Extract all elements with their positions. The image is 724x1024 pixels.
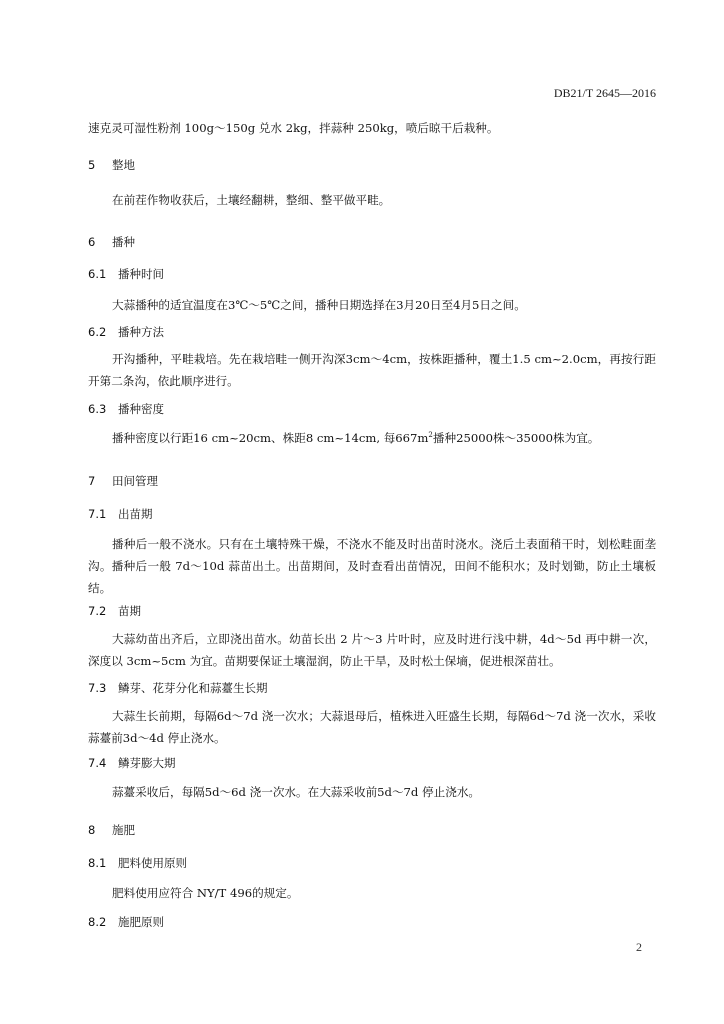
subsection-number: 7.4 [88, 756, 107, 770]
subsection-6-3-body [88, 427, 656, 449]
subsection-6-2-heading [88, 324, 656, 340]
section-number: 7 [88, 474, 96, 488]
section-6-heading [88, 234, 656, 250]
subsection-7-1-heading [88, 506, 656, 522]
subsection-number: 7.3 [88, 681, 107, 695]
subsection-title: 播种时间 [118, 267, 164, 281]
paragraph [88, 427, 656, 449]
subsection-title: 苗期 [118, 604, 141, 618]
section-title: 播种 [112, 235, 135, 249]
subsection-8-1-heading [88, 855, 656, 871]
subsection-number: 7.2 [88, 604, 107, 618]
subsection-number: 6.2 [88, 325, 107, 339]
section-number: 5 [88, 158, 96, 172]
subsection-6-1-body [88, 294, 656, 316]
subsection-7-2-body [88, 628, 656, 672]
density-text-part-1: 播种密度以行距16 cm~20cm、株距8 cm~14cm, 每667m [112, 431, 429, 445]
page-number: 2 [636, 940, 642, 954]
continued-paragraph-block [88, 117, 656, 139]
subsection-title: 肥料使用原则 [118, 856, 187, 870]
paragraph: 大蒜生长前期，每隔6d～7d 浇一次水；大蒜退母后，植株进入旺盛生长期，每隔6d～7d 浇一次水，采收蒜薹前3d～4d 停止浇水。 [88, 709, 656, 745]
density-text-part-2: 播种25000株～35000株为宜。 [432, 431, 600, 445]
paragraph: 开沟播种，平畦栽培。先在栽培畦一侧开沟深3cm～4cm，按株距播种，覆土1.5 cm~2.0cm，再按行距开第二条沟，依此顺序进行。 [88, 352, 656, 388]
paragraph: 播种后一般不浇水。只有在土壤特殊干燥，不浇水不能及时出苗时浇水。浇后土表面稍干时，划松畦面垄沟。播种后一般 7d～10d 蒜苗出土。出苗期间，及时查看出苗情况，田间不能积水；及时划锄，防止土壤板结。 [88, 537, 656, 595]
section-title: 施肥 [112, 823, 135, 837]
subsection-number: 8.2 [88, 915, 107, 929]
subsection-7-3-heading [88, 680, 656, 696]
section-number: 8 [88, 823, 96, 837]
subsection-6-3-heading [88, 401, 656, 417]
subsection-7-2-heading [88, 603, 656, 619]
subsection-7-4-body [88, 781, 656, 803]
subsection-number: 6.1 [88, 267, 107, 281]
section-title: 整地 [112, 158, 135, 172]
paragraph: 在前茬作物收获后，土壤经翻耕，整细、整平做平畦。 [112, 193, 391, 207]
section-5-heading [88, 157, 656, 173]
paragraph: 肥料使用应符合 NY/T 496的规定。 [112, 886, 299, 900]
superscript: 2 [428, 431, 433, 440]
section-7-heading [88, 473, 656, 489]
subsection-6-1-heading [88, 266, 656, 282]
section-title: 田间管理 [112, 474, 158, 488]
paragraph: 大蒜幼苗出齐后，立即浇出苗水。幼苗长出 2 片～3 片叶时，应及时进行浅中耕，4d～5d 再中耕一次，深度以 3cm~5cm 为宜。苗期要保证土壤湿润，防止干旱，及时松土保墒，促进根深苗壮。 [88, 632, 656, 668]
document-code-header: DB21/T 2645—2016 [553, 86, 656, 100]
subsection-6-2-body [88, 348, 656, 392]
subsection-8-2-heading [88, 914, 656, 930]
paragraph: 大蒜播种的适宜温度在3℃～5℃之间，播种日期选择在3月20日至4月5日之间。 [112, 298, 526, 312]
subsection-7-4-heading [88, 755, 656, 771]
subsection-7-3-body [88, 705, 656, 749]
subsection-title: 鳞芽膨大期 [118, 756, 176, 770]
continued-paragraph: 速克灵可湿性粉剂 100g～150g 兑水 2kg，拌蒜种 250kg，喷后晾干后栽种。 [88, 121, 499, 135]
subsection-7-1-body [88, 533, 656, 599]
subsection-title: 出苗期 [118, 507, 153, 521]
subsection-title: 播种方法 [118, 325, 164, 339]
subsection-title: 鳞芽、花芽分化和蒜薹生长期 [118, 681, 268, 695]
subsection-number: 7.1 [88, 507, 107, 521]
subsection-number: 6.3 [88, 402, 107, 416]
section-5-body [88, 189, 656, 211]
subsection-title: 施肥原则 [118, 915, 164, 929]
subsection-title: 播种密度 [118, 402, 164, 416]
subsection-number: 8.1 [88, 856, 107, 870]
paragraph: 蒜薹采收后，每隔5d～6d 浇一次水。在大蒜采收前5d～7d 停止浇水。 [112, 785, 481, 799]
section-number: 6 [88, 235, 96, 249]
section-8-heading [88, 822, 656, 838]
subsection-8-1-body [88, 882, 656, 904]
